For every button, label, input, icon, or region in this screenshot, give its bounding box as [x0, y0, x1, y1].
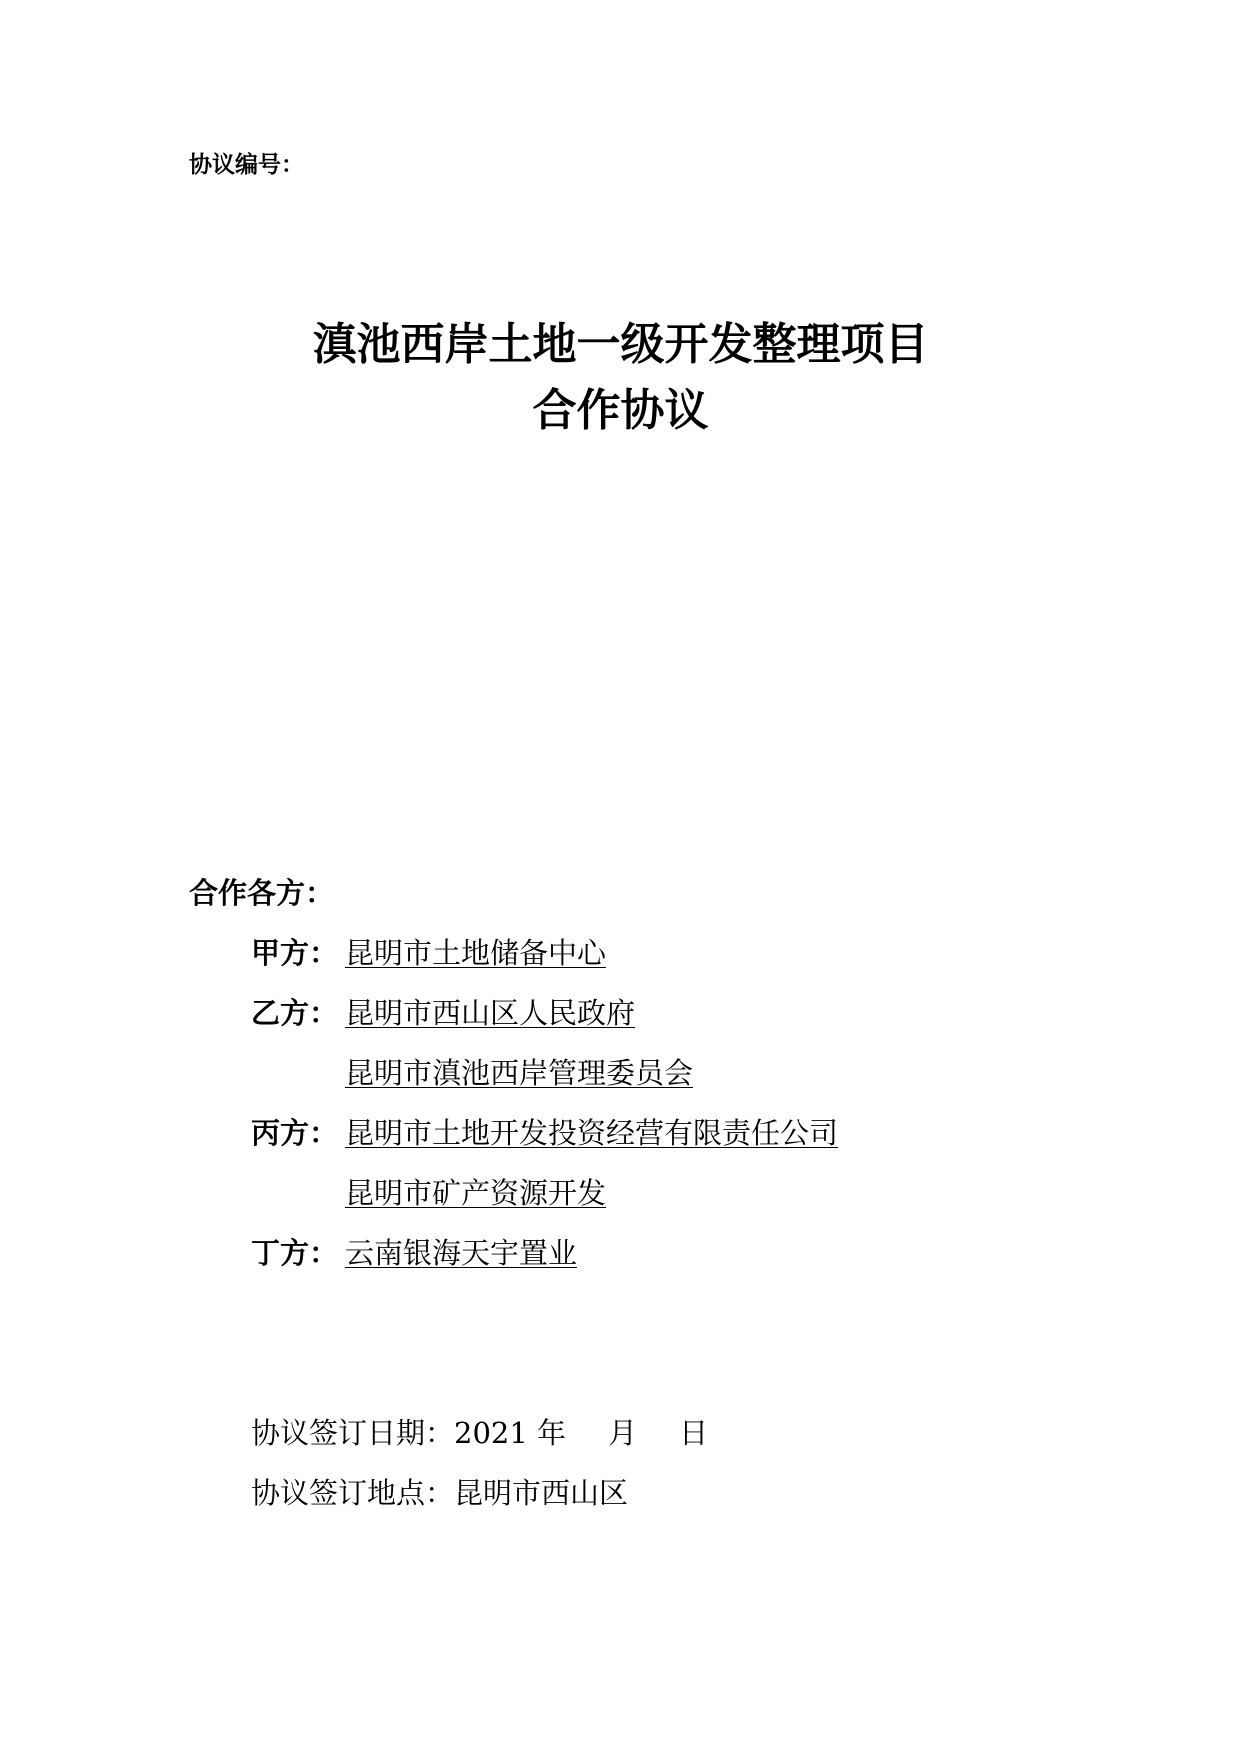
signing-date-label: 协议签订日期：: [251, 1416, 455, 1450]
signing-date-year: 2021: [454, 1416, 528, 1450]
party-c-name-1: 昆明市土地开发投资经营有限责任公司: [345, 1116, 839, 1150]
party-b-label: 乙方：: [251, 996, 339, 1030]
party-c-name-2: 昆明市矿产资源开发: [345, 1176, 607, 1210]
party-d-label: 丁方：: [251, 1236, 339, 1270]
party-b-name-2: 昆明市滇池西岸管理委员会: [345, 1056, 694, 1090]
agreement-number-label: 协议编号：: [189, 152, 304, 178]
party-d-name: 云南银海天宇置业: [345, 1236, 578, 1270]
signing-date-line: [251, 1413, 708, 1453]
signing-place-line: [251, 1473, 628, 1513]
party-c-label: 丙方：: [251, 1116, 339, 1150]
party-a-label: 甲方：: [251, 936, 339, 970]
signing-place-value: 昆明市西山区: [454, 1476, 629, 1510]
document-title-line-2: 合作协议: [532, 385, 709, 436]
signing-day-unit: 日: [679, 1416, 709, 1450]
party-a-name: 昆明市土地储备中心: [345, 936, 607, 970]
parties-heading: 合作各方：: [189, 876, 335, 910]
signing-year-unit: 年: [537, 1416, 567, 1450]
signing-month-unit: 月: [608, 1416, 638, 1450]
document-title-line-1: 滇池西岸土地一级开发整理项目: [312, 319, 929, 370]
signing-place-label: 协议签订地点：: [251, 1476, 455, 1510]
party-b-name-1: 昆明市西山区人民政府: [345, 996, 636, 1030]
